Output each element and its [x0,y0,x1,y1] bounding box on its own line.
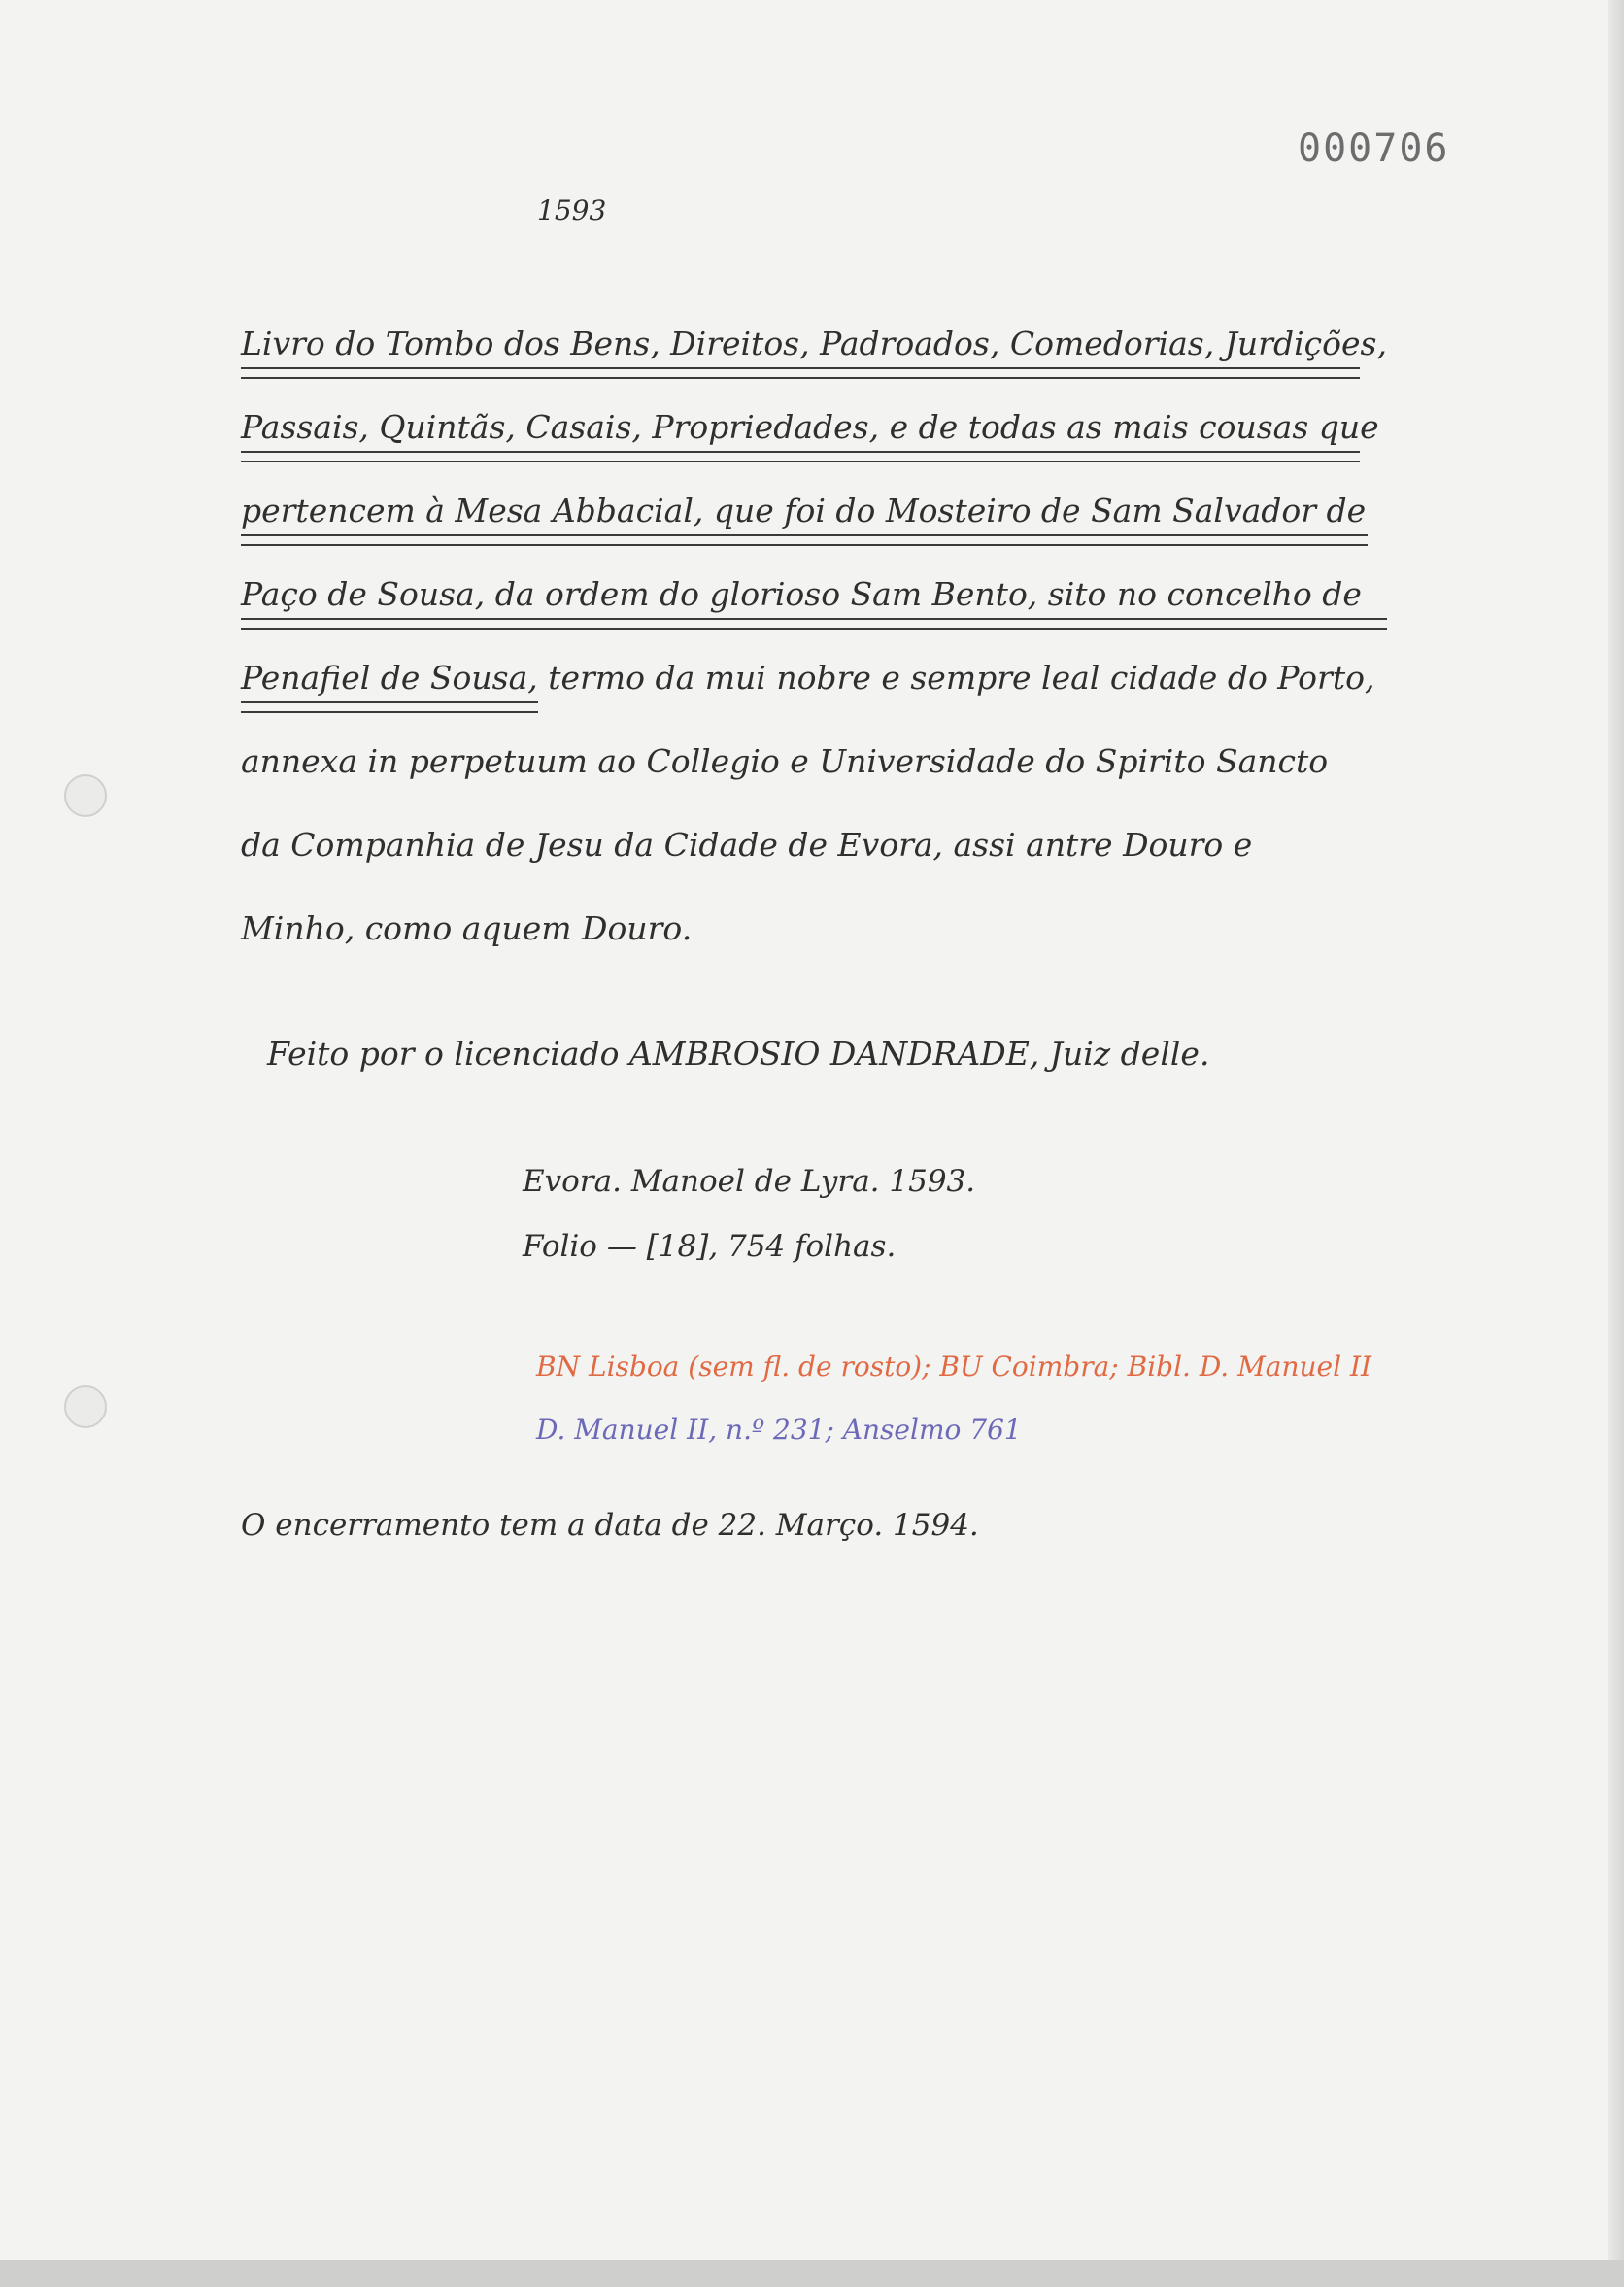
title-line: pertencem à Mesa Abbacial, que foi do Mosteiro de Sam Salvador de [241,484,1436,567]
underline [241,534,1368,546]
title-line: Paço de Sousa, da ordem do glorioso Sam Bento, sito no concelho de [241,567,1436,651]
closing-note: O encerramento tem a data de 22. Março. 1594. [241,1508,979,1543]
page-edge [1608,0,1624,2287]
title-block [241,317,1436,985]
underline [241,618,1387,630]
publication-year: 1593 [537,194,607,226]
title-line: da Companhia de Jesu da Cidade de Evora, assi antre Douro e [241,826,1253,864]
title-line: Minho, como aquem Douro. [241,909,693,947]
imprint-format: Folio — [18], 754 folhas. [523,1229,897,1264]
bibliographic-references: D. Manuel II, n.º 231; Anselmo 761 [536,1414,1022,1446]
underline [241,451,1360,462]
title-line: annexa in perpetuum ao Collegio e Universidade do Spirito Sancto [241,742,1329,780]
library-holdings: BN Lisboa (sem fl. de rosto); BU Coimbra; Bibl. D. Manuel II [536,1350,1372,1382]
title-line: Penafiel de Sousa, termo da mui nobre e sempre leal cidade do Porto, [241,651,1436,734]
underline [241,367,1360,379]
title-line: Passais, Quintãs, Casais, Propriedades, e de todas as mais cousas que [241,400,1436,484]
punch-hole-upper [64,774,107,817]
title-line: Livro do Tombo dos Bens, Direitos, Padroados, Comedorias, Jurdições, [241,317,1436,400]
punch-hole-lower [64,1385,107,1428]
underline [241,701,538,713]
stamp-number: 000706 [1298,126,1450,171]
author-line: Feito por o licenciado AMBROSIO DANDRADE, Juiz delle. [267,1035,1210,1073]
scan-bottom-band [0,2260,1624,2287]
imprint-place-printer: Evora. Manoel de Lyra. 1593. [523,1164,976,1199]
